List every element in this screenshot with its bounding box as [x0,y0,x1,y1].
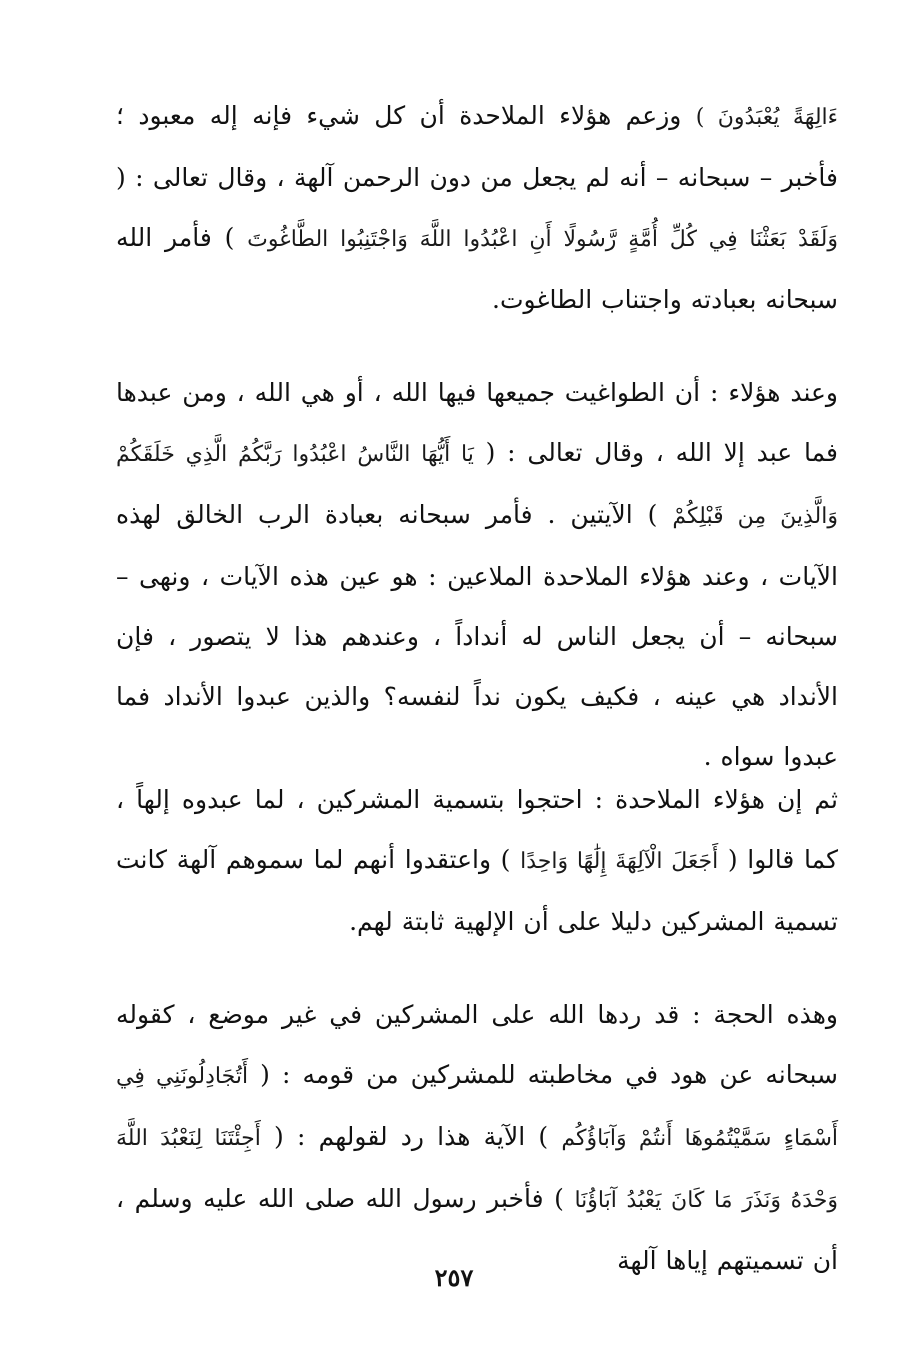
paragraph-text: ) فأخبر رسول الله صلى الله عليه وسلم ، أن تسميتهم إياها آلهة [116,1184,838,1275]
quran-verse: أَجَعَلَ الْآلِهَةَ إِلَٰهًا وَاحِدًا [520,849,719,874]
paragraph-text: وهذه الحجة : قد ردها الله على المشركين في غير موضع ، كقوله سبحانه عن هود في مخاطبته للمشركين من قومه : ( [116,1000,838,1089]
paragraph-4 [116,985,838,1291]
paragraph-text: وعند هؤلاء : أن الطواغيت جميعها فيها الله ، أو هي الله ، ومن عبدها فما عبد إلا الله ، وقال تعالى : ( [116,378,838,467]
paragraph-2 [116,363,838,787]
paragraph-text: ثم إن هؤلاء الملاحدة : احتجوا بتسمية المشركين ، لما عبدوه إلهاً ، كما قالوا ( [116,785,838,874]
paragraph-3 [116,770,838,952]
quran-verse: أَجِئْتَنَا لِنَعْبُدَ اللَّهَ وَحْدَهُ وَنَذَرَ مَا كَانَ يَعْبُدُ آبَاؤُنَا [116,1126,838,1213]
paragraph-text: ) الآيتين . فأمر سبحانه بعبادة الرب الخالق لهذه الآيات ، وعند هؤلاء الملاحدة الملاعين : هو عين هذه الآيات ، ونهى – سبحانه – أن يجعل الناس له أنداداً ، وعندهم هذا لا يتصور ، فإن الأنداد هي عينه ، فكيف يكون نداً لنفسه؟ والذين عبدوا الأنداد فما عبدوا سواه . [116,500,838,771]
paragraph-text: ) الآية هذا رد لقولهم : ( [260,1122,562,1151]
paragraph-text: وزعم هؤلاء الملاحدة أن كل شيء فإنه إله معبود ؛ فأخبر – سبحانه – أنه لم يجعل من دون الرحمن آلهة ، وقال تعالى : ( [116,101,838,192]
quran-verse: وَلَقَدْ بَعَثْنَا فِي كُلِّ أُمَّةٍ رَّسُولًا أَنِ اعْبُدُوا اللَّهَ وَاجْتَنِبُوا الطَّاغُوتَ [247,227,838,252]
quran-verse: أَتُجَادِلُونَنِي فِي أَسْمَاءٍ سَمَّيْتُمُوهَا أَنتُمْ وَآبَاؤُكُم [116,1064,838,1151]
quran-verse: يَا أَيُّهَا النَّاسُ اعْبُدُوا رَبَّكُمُ الَّذِي خَلَقَكُمْ وَالَّذِينَ مِن قَبْلِكُمْ [116,442,838,529]
page-number: ٢٥٧ [434,1263,474,1292]
paragraph-1 [116,86,838,330]
paragraph-text: ) فأمر الله سبحانه بعبادته واجتناب الطاغوت. [116,223,838,314]
quran-verse: ءَالِهَةً يُعْبَدُونَ ) [695,105,838,130]
paragraph-text: ) واعتقدوا أنهم لما سموهم آلهة كانت تسمية المشركين دليلا على أن الإلهية ثابتة لهم. [116,845,838,936]
